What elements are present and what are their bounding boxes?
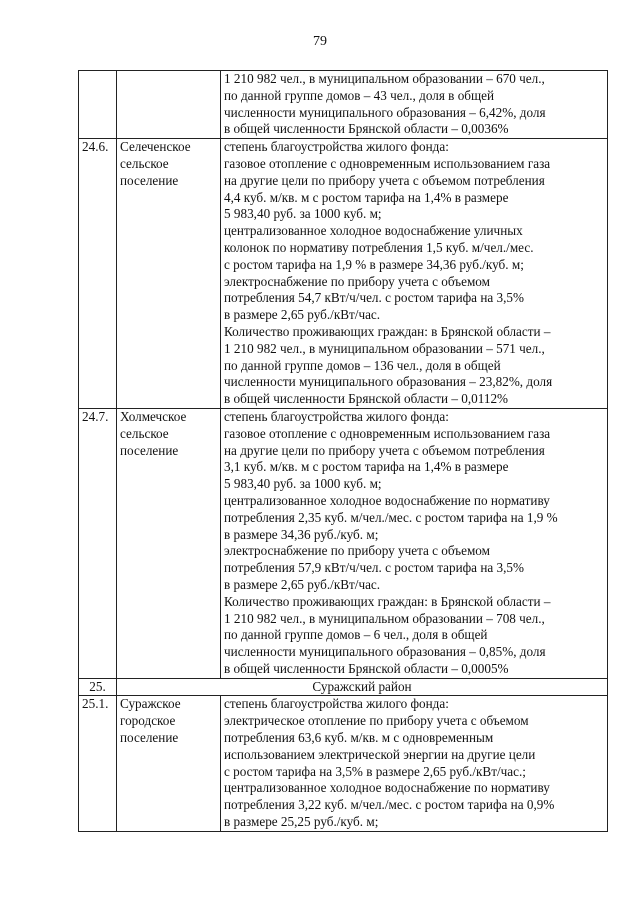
- description-line: газовое отопление с одновременным использованием газа: [224, 155, 551, 171]
- settlement-name-cell: [117, 696, 221, 831]
- description-line: численности муниципального образования – 23,82%, доля: [224, 374, 553, 390]
- settlement-name-cell: [117, 408, 221, 678]
- description-line: на другие цели по прибору учета с объемом потребления: [224, 442, 545, 458]
- description-line: 1 210 982 чел., в муниципальном образовании – 670 чел.,: [224, 71, 545, 86]
- description-line: электроснабжение по прибору учета с объемом: [224, 273, 490, 289]
- settlement-name-line: Суражское: [120, 696, 181, 712]
- settlement-name-line: сельское: [120, 155, 169, 171]
- table-row-25-1: [79, 696, 608, 831]
- description-line: потребления 63,6 куб. м/кв. м с одновременным: [224, 730, 494, 746]
- description-line: Количество проживающих граждан: в Брянской области –: [224, 323, 551, 339]
- settlement-name-line: поселение: [120, 172, 179, 188]
- table-row-section-25: [79, 678, 608, 696]
- description-line: газовое отопление с одновременным использованием газа: [224, 425, 551, 441]
- page-number: 79: [313, 34, 327, 49]
- description-line: Количество проживающих граждан: в Брянской области –: [224, 593, 551, 609]
- description-line: в размере 2,65 руб./кВт/час.: [224, 307, 381, 323]
- row-number: 25.1.: [79, 696, 117, 831]
- description-cell: [221, 139, 608, 409]
- section-title: Суражский район: [117, 678, 608, 696]
- section-number: 25.: [79, 678, 117, 696]
- table-row-continuation: [79, 71, 608, 139]
- settlement-name-cell: [117, 71, 221, 139]
- description-line: в размере 2,65 руб./кВт/час.: [224, 576, 381, 592]
- description-line: в размере 34,36 руб./куб. м;: [224, 526, 379, 542]
- table-row-24-7: [79, 408, 608, 678]
- description-line: 5 983,40 руб. за 1000 куб. м;: [224, 206, 382, 222]
- description-line: по данной группе домов – 43 чел., доля в общей: [224, 87, 495, 103]
- description-line: в общей численности Брянской области – 0,0036%: [224, 121, 509, 137]
- description-line: потребления 3,22 куб. м/чел./мес. с ростом тарифа на 0,9%: [224, 797, 555, 813]
- table-row-24-6: [79, 139, 608, 409]
- description-line: электроснабжение по прибору учета с объемом: [224, 543, 490, 559]
- description-cell: [221, 408, 608, 678]
- description-line: в общей численности Брянской области – 0,0112%: [224, 391, 509, 407]
- description-line: с ростом тарифа на 3,5% в размере 2,65 руб./кВт/час.;: [224, 763, 526, 779]
- description-line: потребления 57,9 кВт/ч/чел. с ростом тарифа на 3,5%: [224, 560, 524, 576]
- description-line: численности муниципального образования – 0,85%, доля: [224, 644, 546, 660]
- description-line: степень благоустройства жилого фонда:: [224, 139, 449, 155]
- settlement-name-line: городское: [120, 713, 176, 729]
- settlement-name-line: поселение: [120, 442, 179, 458]
- description-line: в общей численности Брянской области – 0,0005%: [224, 660, 509, 676]
- description-line: на другие цели по прибору учета с объемом потребления: [224, 172, 545, 188]
- row-number-cell: [79, 71, 117, 139]
- description-line: по данной группе домов – 6 чел., доля в общей: [224, 627, 488, 643]
- row-number: 24.7.: [79, 408, 117, 678]
- description-cell: [221, 71, 608, 139]
- settlement-name-line: Селеченское: [120, 139, 191, 155]
- description-line: степень благоустройства жилого фонда:: [224, 696, 449, 712]
- description-line: централизованное холодное водоснабжение уличных: [224, 223, 523, 239]
- description-line: потребления 54,7 кВт/ч/чел. с ростом тарифа на 3,5%: [224, 290, 524, 306]
- description-line: численности муниципального образования – 6,42%, доля: [224, 104, 546, 120]
- description-line: 4,4 куб. м/кв. м с ростом тарифа на 1,4% в размере: [224, 189, 509, 205]
- settlement-name-cell: [117, 139, 221, 409]
- settlement-name-line: поселение: [120, 730, 179, 746]
- description-line: в размере 25,25 руб./куб. м;: [224, 814, 379, 830]
- description-line: 1 210 982 чел., в муниципальном образовании – 571 чел.,: [224, 340, 545, 356]
- description-line: электрическое отопление по прибору учета с объемом: [224, 713, 529, 729]
- description-cell: [221, 696, 608, 831]
- description-line: 3,1 куб. м/кв. м с ростом тарифа на 1,4% в размере: [224, 459, 509, 475]
- description-line: по данной группе домов – 136 чел., доля в общей: [224, 357, 501, 373]
- description-line: степень благоустройства жилого фонда:: [224, 408, 449, 424]
- description-line: 1 210 982 чел., в муниципальном образовании – 708 чел.,: [224, 610, 545, 626]
- description-line: с ростом тарифа на 1,9 % в размере 34,36 руб./куб. м;: [224, 256, 524, 272]
- settlement-name-line: сельское: [120, 425, 169, 441]
- description-line: 5 983,40 руб. за 1000 куб. м;: [224, 476, 382, 492]
- description-line: централизованное холодное водоснабжение по нормативу: [224, 492, 550, 508]
- description-line: потребления 2,35 куб. м/чел./мес. с ростом тарифа на 1,9 %: [224, 509, 558, 525]
- document-table: [78, 70, 608, 832]
- settlement-name-line: Холмечское: [120, 408, 187, 424]
- description-line: использованием электрической энергии на другие цели: [224, 746, 536, 762]
- description-line: централизованное холодное водоснабжение по нормативу: [224, 780, 550, 796]
- description-line: колонок по нормативу потребления 1,5 куб. м/чел./мес.: [224, 239, 534, 255]
- row-number: 24.6.: [79, 139, 117, 409]
